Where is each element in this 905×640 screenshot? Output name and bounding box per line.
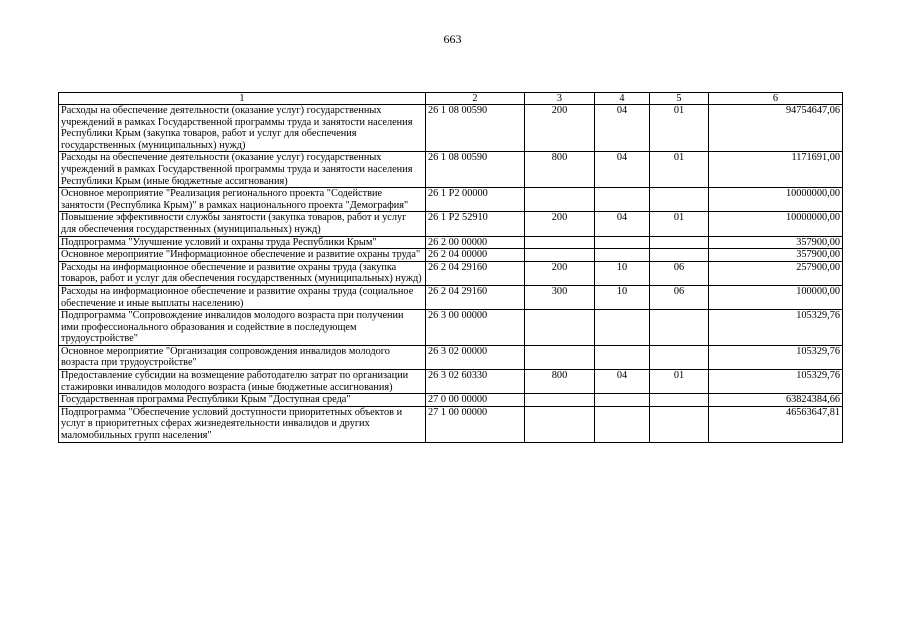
row-subsection-cell xyxy=(650,188,709,212)
row-subsection-cell: 01 xyxy=(650,370,709,394)
column-header: 6 xyxy=(709,93,843,105)
row-code-cell: 27 1 00 00000 xyxy=(426,406,525,442)
row-name-cell: Основное мероприятие "Организация сопровождения инвалидов молодого возраста при трудоустройстве" xyxy=(59,345,426,369)
row-subsection-cell xyxy=(650,249,709,262)
row-type-cell: 800 xyxy=(525,370,595,394)
row-name-cell: Основное мероприятие "Информационное обеспечение и развитие охраны труда" xyxy=(59,249,426,262)
row-name-cell: Подпрограмма "Улучшение условий и охраны труда Республики Крым" xyxy=(59,236,426,249)
row-section-cell xyxy=(595,249,650,262)
row-section-cell: 10 xyxy=(595,261,650,285)
row-type-cell xyxy=(525,345,595,369)
table-row xyxy=(59,370,843,394)
column-header: 2 xyxy=(426,93,525,105)
row-section-cell xyxy=(595,310,650,346)
row-name-cell: Повышение эффективности службы занятости (закупка товаров, работ и услуг для обеспечения государственных (муниципальных) нужд) xyxy=(59,212,426,236)
row-type-cell xyxy=(525,394,595,407)
row-type-cell: 200 xyxy=(525,261,595,285)
table-row xyxy=(59,152,843,188)
row-type-cell xyxy=(525,188,595,212)
row-section-cell: 04 xyxy=(595,370,650,394)
row-subsection-cell xyxy=(650,394,709,407)
row-section-cell xyxy=(595,188,650,212)
column-header: 5 xyxy=(650,93,709,105)
row-sum-cell: 10000000,00 xyxy=(709,212,843,236)
table-row xyxy=(59,212,843,236)
row-sum-cell: 63824384,66 xyxy=(709,394,843,407)
row-code-cell: 26 1 P2 00000 xyxy=(426,188,525,212)
table-row xyxy=(59,236,843,249)
row-name-cell: Расходы на обеспечение деятельности (оказание услуг) государственных учреждений в рамках Государственной программы труда и занятости населения Республики Крым (иные бюджетные ассигнования) xyxy=(59,152,426,188)
row-subsection-cell: 01 xyxy=(650,152,709,188)
row-code-cell: 27 0 00 00000 xyxy=(426,394,525,407)
row-section-cell: 04 xyxy=(595,212,650,236)
budget-table xyxy=(58,92,843,443)
row-code-cell: 26 2 04 00000 xyxy=(426,249,525,262)
row-section-cell: 10 xyxy=(595,285,650,309)
row-subsection-cell xyxy=(650,406,709,442)
row-name-cell: Подпрограмма "Сопровождение инвалидов молодого возраста при получении ими профессионального образования и содействие в последующем трудоустройстве" xyxy=(59,310,426,346)
row-section-cell xyxy=(595,394,650,407)
row-code-cell: 26 2 00 00000 xyxy=(426,236,525,249)
row-sum-cell: 357900,00 xyxy=(709,249,843,262)
row-name-cell: Государственная программа Республики Крым "Доступная среда" xyxy=(59,394,426,407)
row-code-cell: 26 3 02 60330 xyxy=(426,370,525,394)
row-code-cell: 26 2 04 29160 xyxy=(426,285,525,309)
column-header: 1 xyxy=(59,93,426,105)
row-type-cell: 300 xyxy=(525,285,595,309)
table-row xyxy=(59,345,843,369)
row-code-cell: 26 1 08 00590 xyxy=(426,152,525,188)
row-type-cell xyxy=(525,406,595,442)
row-section-cell: 04 xyxy=(595,152,650,188)
row-sum-cell: 105329,76 xyxy=(709,345,843,369)
row-name-cell: Подпрограмма "Обеспечение условий доступности приоритетных объектов и услуг в приоритетных сферах жизнедеятельности инвалидов и других маломобильных групп населения" xyxy=(59,406,426,442)
column-header: 4 xyxy=(595,93,650,105)
row-subsection-cell: 01 xyxy=(650,212,709,236)
row-sum-cell: 105329,76 xyxy=(709,310,843,346)
row-sum-cell: 1171691,00 xyxy=(709,152,843,188)
row-name-cell: Основное мероприятие "Реализация регионального проекта "Содействие занятости (Республика Крым)" в рамках национального проекта "Демография" xyxy=(59,188,426,212)
row-subsection-cell xyxy=(650,236,709,249)
row-subsection-cell: 01 xyxy=(650,105,709,152)
table-row xyxy=(59,394,843,407)
row-code-cell: 26 1 P2 52910 xyxy=(426,212,525,236)
row-section-cell: 04 xyxy=(595,105,650,152)
row-sum-cell: 100000,00 xyxy=(709,285,843,309)
row-type-cell xyxy=(525,236,595,249)
row-sum-cell: 105329,76 xyxy=(709,370,843,394)
row-name-cell: Расходы на информационное обеспечение и развитие охраны труда (социальное обеспечение и иные выплаты населению) xyxy=(59,285,426,309)
row-type-cell xyxy=(525,249,595,262)
row-sum-cell: 10000000,00 xyxy=(709,188,843,212)
row-name-cell: Расходы на обеспечение деятельности (оказание услуг) государственных учреждений в рамках Государственной программы труда и занятости населения Республики Крым (закупка товаров, работ и услуг для обеспечения государственных (муниципальных) нужд) xyxy=(59,105,426,152)
table-row xyxy=(59,261,843,285)
row-sum-cell: 94754647,06 xyxy=(709,105,843,152)
row-type-cell: 800 xyxy=(525,152,595,188)
row-name-cell: Предоставление субсидии на возмещение работодателю затрат по организации стажировки инвалидов молодого возраста (иные бюджетные ассигнования) xyxy=(59,370,426,394)
row-subsection-cell: 06 xyxy=(650,261,709,285)
row-sum-cell: 257900,00 xyxy=(709,261,843,285)
row-type-cell xyxy=(525,310,595,346)
row-type-cell: 200 xyxy=(525,105,595,152)
table-row xyxy=(59,406,843,442)
row-section-cell xyxy=(595,406,650,442)
page-number: 663 xyxy=(443,32,462,46)
table-row xyxy=(59,188,843,212)
row-code-cell: 26 3 02 00000 xyxy=(426,345,525,369)
row-code-cell: 26 3 00 00000 xyxy=(426,310,525,346)
row-name-cell: Расходы на информационное обеспечение и развитие охраны труда (закупка товаров, работ и услуг для обеспечения государственных (муниципальных) нужд) xyxy=(59,261,426,285)
row-section-cell xyxy=(595,345,650,369)
row-code-cell: 26 2 04 29160 xyxy=(426,261,525,285)
table-row xyxy=(59,105,843,152)
table-row xyxy=(59,285,843,309)
row-code-cell: 26 1 08 00590 xyxy=(426,105,525,152)
row-sum-cell: 46563647,81 xyxy=(709,406,843,442)
table-row xyxy=(59,310,843,346)
row-subsection-cell xyxy=(650,310,709,346)
row-subsection-cell xyxy=(650,345,709,369)
row-subsection-cell: 06 xyxy=(650,285,709,309)
row-section-cell xyxy=(595,236,650,249)
row-sum-cell: 357900,00 xyxy=(709,236,843,249)
table-row xyxy=(59,249,843,262)
table-header-row xyxy=(59,93,843,105)
column-header: 3 xyxy=(525,93,595,105)
row-type-cell: 200 xyxy=(525,212,595,236)
